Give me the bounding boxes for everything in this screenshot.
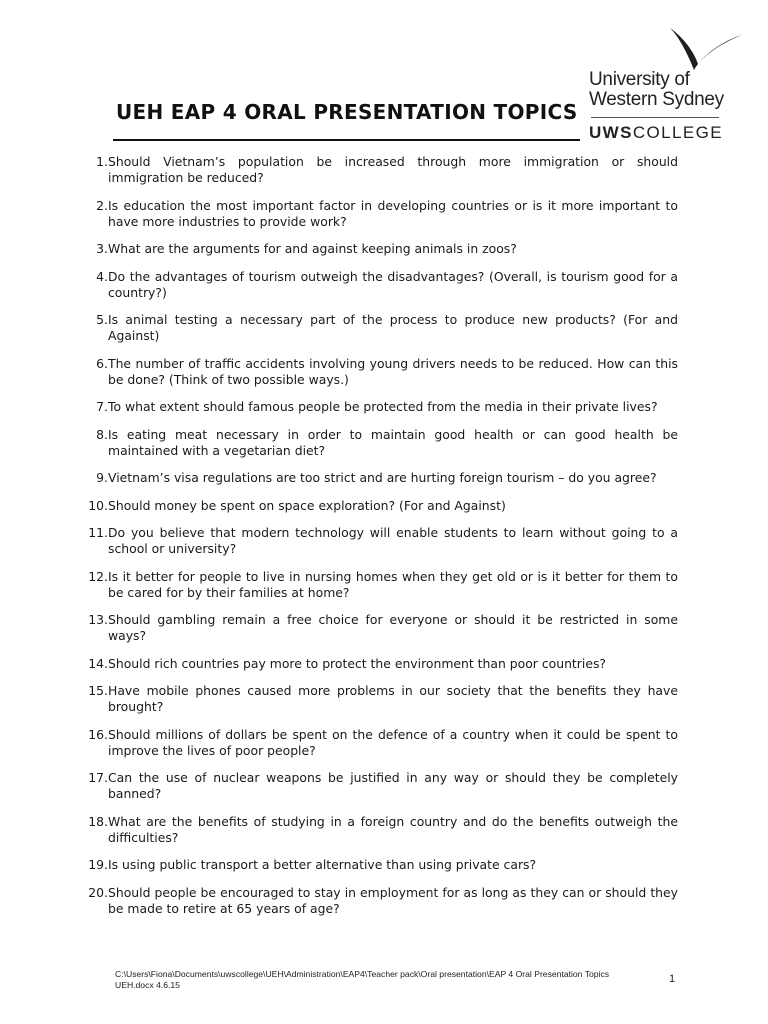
topic-number: 4. xyxy=(96,268,108,284)
topic-number: 2. xyxy=(96,197,108,213)
topic-number: 20. xyxy=(88,884,108,900)
footer-path-line2: UEH.docx 4.6.15 xyxy=(115,980,180,990)
topic-number: 3. xyxy=(96,241,108,256)
list-item xyxy=(86,770,678,802)
topic-text: Do the advantages of tourism outweigh the disadvantages? (Overall, is tourism good for a country?) xyxy=(108,268,678,300)
topic-text: Vietnam’s visa regulations are too strict and are hurting foreign tourism – do you agree? xyxy=(108,470,657,485)
topic-text: To what extent should famous people be protected from the media in their private lives? xyxy=(108,399,658,414)
topic-number: 14. xyxy=(88,655,108,671)
topic-number: 17. xyxy=(88,770,108,785)
list-item xyxy=(86,885,678,917)
topic-number: 8. xyxy=(96,426,108,442)
topic-number: 15. xyxy=(88,683,108,698)
topic-number: 12. xyxy=(88,568,108,584)
list-item xyxy=(86,356,678,388)
footer-file-path xyxy=(115,969,635,991)
topic-list xyxy=(86,154,678,928)
topic-text: Should rich countries pay more to protect the environment than poor countries? xyxy=(108,655,606,671)
page-title: UEH EAP 4 ORAL PRESENTATION TOPICS xyxy=(116,100,578,124)
list-item xyxy=(86,399,678,415)
topic-text: Is animal testing a necessary part of the process to produce new products? (For and Against) xyxy=(108,312,678,343)
list-item xyxy=(86,498,678,514)
list-item xyxy=(86,312,678,344)
list-item xyxy=(86,154,678,186)
list-item xyxy=(86,427,678,459)
list-item xyxy=(86,656,678,672)
list-item xyxy=(86,612,678,644)
list-item xyxy=(86,470,678,486)
university-logo xyxy=(586,26,746,146)
list-item xyxy=(86,198,678,230)
topic-text: What are the arguments for and against keeping animals in zoos? xyxy=(108,241,517,256)
topic-text: Can the use of nuclear weapons be justified in any way or should they be completely banned? xyxy=(108,770,678,801)
topic-text: Have mobile phones caused more problems in our society that the benefits they have brought? xyxy=(108,683,678,714)
page-number: 1 xyxy=(669,973,676,985)
list-item xyxy=(86,525,678,557)
topic-text: What are the benefits of studying in a foreign country and do the benefits outweigh the difficulties? xyxy=(108,813,678,845)
topic-text: The number of traffic accidents involving young drivers needs to be reduced. How can this be done? (Think of two possible ways.) xyxy=(108,355,678,387)
topic-number: 9. xyxy=(96,470,108,485)
title-underline xyxy=(113,139,580,141)
logo-text-line2: Western Sydney xyxy=(589,89,724,110)
topic-number: 11. xyxy=(88,525,108,540)
topic-text: Should millions of dollars be spent on the defence of a country when it could be spent to improve the lives of poor people? xyxy=(108,726,678,758)
topic-text: Is it better for people to live in nursing homes when they get old or is it better for them to be cared for by their families at home? xyxy=(108,568,678,600)
topic-number: 13. xyxy=(88,612,108,627)
topic-text: Is using public transport a better alternative than using private cars? xyxy=(108,857,537,872)
topic-text: Is eating meat necessary in order to maintain good health or can good health be maintained with a vegetarian diet? xyxy=(108,426,678,458)
topic-text: Do you believe that modern technology will enable students to learn without going to a school or university? xyxy=(108,525,678,556)
list-item xyxy=(86,727,678,759)
topic-text: Should people be encouraged to stay in employment for as long as they can or should they be made to retire at 65 years of age? xyxy=(108,884,678,916)
topic-number: 16. xyxy=(88,726,108,742)
logo-brand-rest: COLLEGE xyxy=(632,123,723,142)
list-item xyxy=(86,241,678,257)
logo-divider xyxy=(591,117,719,118)
topic-number: 18. xyxy=(88,813,108,829)
topic-text: Is education the most important factor in developing countries or is it more important to have more industries to provide work? xyxy=(108,197,678,229)
list-item xyxy=(86,569,678,601)
topic-text: Should gambling remain a free choice for everyone or should it be restricted in some ways? xyxy=(108,612,678,643)
topic-number: 19. xyxy=(88,857,108,872)
list-item xyxy=(86,814,678,846)
logo-text-line1: University of xyxy=(589,69,690,90)
list-item xyxy=(86,857,678,873)
topic-number: 6. xyxy=(96,355,108,371)
topic-number: 7. xyxy=(96,399,108,414)
bird-logo-icon xyxy=(668,26,746,74)
topic-text: Should money be spent on space exploration? (For and Against) xyxy=(108,497,506,513)
logo-brand xyxy=(589,123,723,143)
logo-brand-bold: UWS xyxy=(589,123,633,142)
topic-number: 10. xyxy=(88,497,108,513)
topic-text: Should Vietnam’s population be increased through more immigration or should immigration be reduced? xyxy=(108,154,678,185)
topic-number: 5. xyxy=(96,312,108,327)
topic-number: 1. xyxy=(96,154,108,169)
list-item xyxy=(86,683,678,715)
footer-path-line1: C:\Users\Fiona\Documents\uwscollege\UEH\Administration\EAP4\Teacher pack\Oral presentation\EAP 4 Oral Presentation Topics xyxy=(115,969,610,979)
list-item xyxy=(86,269,678,301)
